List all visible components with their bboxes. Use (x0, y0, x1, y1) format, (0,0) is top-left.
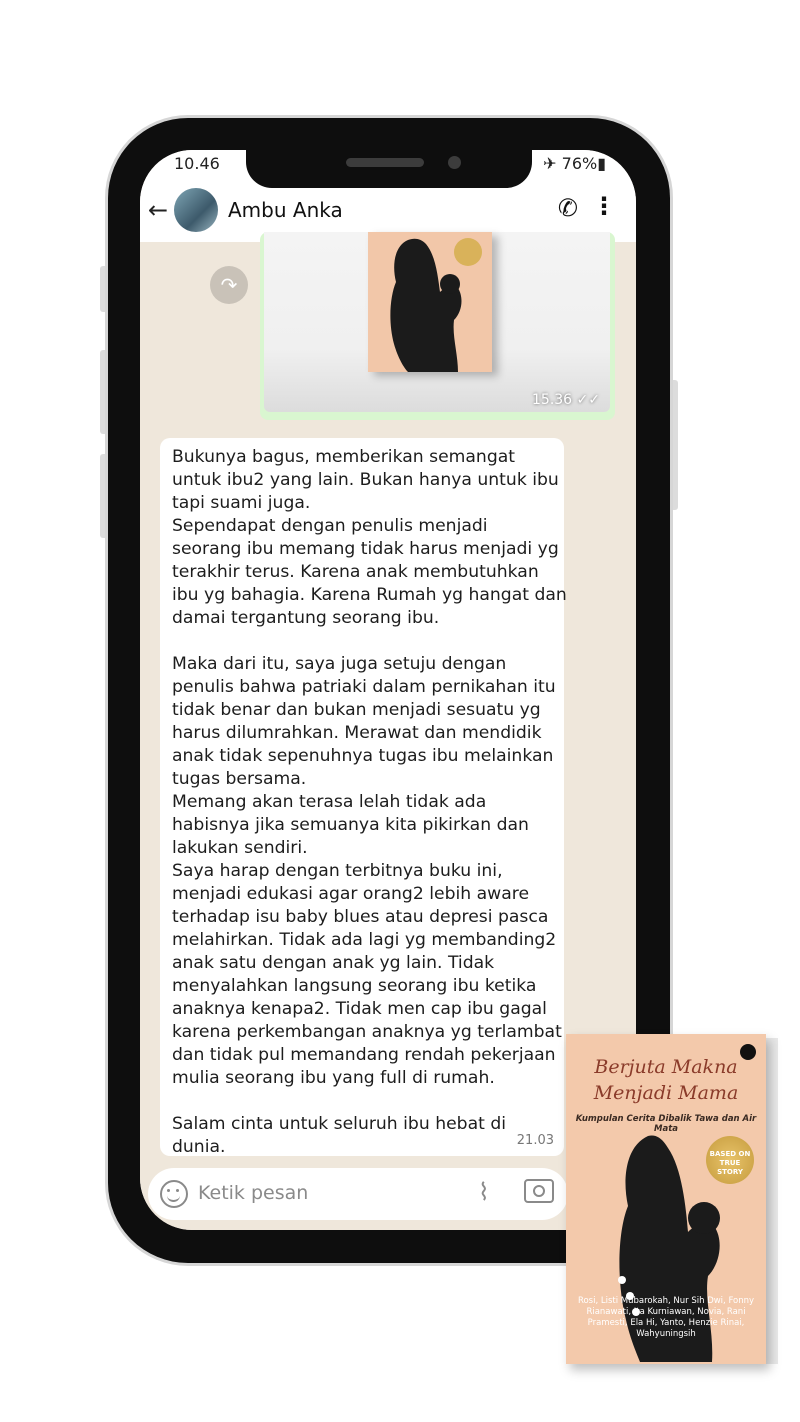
camera-icon[interactable] (524, 1179, 554, 1203)
phone-screen (140, 150, 636, 1230)
book-title: Berjuta Makna Menjadi Mama (593, 1056, 739, 1104)
forward-icon[interactable]: ↷ (210, 266, 248, 304)
image-message-time: 15.36 ✓✓ (532, 392, 600, 408)
book-spine (766, 1038, 778, 1364)
phone-side-button (100, 266, 108, 312)
book-cover (566, 1034, 766, 1364)
phone-power-button (670, 380, 678, 510)
image-message-bubble[interactable] (260, 232, 615, 420)
message-time: 21.03 (516, 1133, 554, 1148)
message-text: Bukunya bagus, memberikan semangat untuk ibu2 yang lain. Bukan hanya untuk ibu tapi suami juga. Sependapat dengan penulis menjadi seorang ibu memang tidak harus menjadi yg terakhir terus. Karena anak membutuhkan ibu yg bahagia. Karena Rumah yg hangat dan damai tergantung seorang ibu. Maka dari itu, saya juga setuju dengan penulis bahwa patriaki dalam pernikahan itu tidak benar dan bukan menjadi sesuatu yg harus dilumrahkan. Merawat dan mendidik anak tidak sepenuhnya tugas ibu melainkan tugas bersama. Memang akan terasa lelah tidak ada habisnya jika semuanya kita pikirkan dan lakukan sendiri. Saya harap dengan terbitnya buku ini, menjadi edukasi agar orang2 lebih aware terhadap isu baby blues atau depresi pasca melahirkan. Tidak ada lagi yg membanding2 anak satu dengan anak yg lain. Tidak menyalahkan langsung seorang ibu ketika anaknya kenapa2. Tidak men cap ibu gagal karena perkembangan anaknya yg terlambat dan tidak pul memandang rendah pekerjaan mulia seorang ibu yang full di rumah. Salam cinta untuk seluruh ibu hebat di dunia. (172, 447, 567, 1157)
message-input[interactable]: Ketik pesan (198, 1182, 309, 1204)
status-time: 10.46 (174, 154, 220, 173)
phone-volume-down (100, 454, 108, 538)
avatar[interactable] (174, 188, 218, 232)
back-arrow-icon[interactable]: ← (148, 196, 169, 224)
speaker (346, 158, 424, 167)
more-options-icon[interactable]: ⋮ (592, 192, 616, 220)
phone-volume-up (100, 350, 108, 434)
add-call-icon[interactable]: ✆ (557, 194, 578, 222)
attach-icon[interactable]: ⌇ (478, 1178, 490, 1206)
notch (246, 150, 532, 188)
status-indicators: ✈ 76%▮ (543, 154, 606, 173)
chat-area (140, 242, 636, 1230)
book-subtitle: Kumpulan Cerita Dibalik Tawa dan Air Mata (575, 1114, 757, 1134)
front-camera (448, 156, 461, 169)
message-composer (148, 1168, 568, 1220)
true-story-badge: BASED ON TRUE STORY (706, 1136, 754, 1184)
book-thumbnail (368, 232, 492, 372)
contact-name[interactable]: Ambu Anka (228, 198, 343, 222)
book-authors: Rosi, Listi Mubarokah, Nur Sih Dwi, Fonny Rianawati, Ita Kurniawan, Novia, Rani Pramesti, Ela Hi, Yanto, Henzie Rinai, Wahyuningsih (577, 1296, 755, 1339)
book-product (566, 1034, 778, 1364)
text-message-bubble[interactable] (160, 438, 567, 1157)
book-photo[interactable] (264, 232, 610, 412)
emoji-icon[interactable] (160, 1180, 188, 1208)
